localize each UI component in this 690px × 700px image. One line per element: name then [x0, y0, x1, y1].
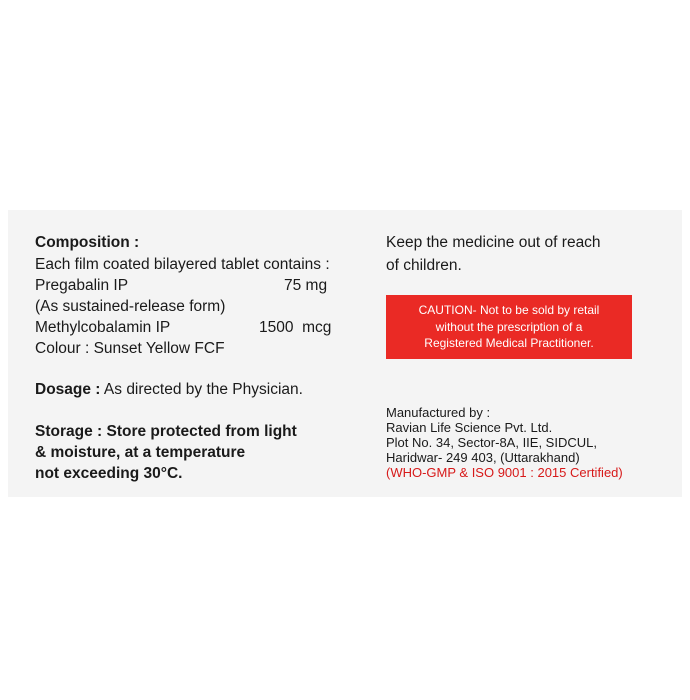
ingredient-note: (As sustained-release form): [35, 298, 226, 315]
storage-line: Storage : Store protected from light: [35, 423, 297, 440]
colour-line: Colour : Sunset Yellow FCF: [35, 340, 225, 357]
manufacturer-line: Ravian Life Science Pvt. Ltd.: [386, 420, 553, 435]
dosage-label: Dosage :: [35, 381, 101, 398]
caution-line: CAUTION- Not to be sold by retail: [418, 303, 600, 318]
ingredient-name: Pregabalin IP: [35, 277, 129, 294]
storage-line: & moisture, at a temperature: [35, 444, 246, 461]
certification-line: (WHO-GMP & ISO 9001 : 2015 Certified): [386, 465, 623, 480]
dosage-text: As directed by the Physician.: [100, 381, 303, 398]
dosage-line: [35, 380, 303, 400]
storage-line: not exceeding 30°C.: [35, 465, 183, 482]
caution-line: without the prescription of a: [435, 319, 583, 334]
manufacturer-line: Haridwar- 249 403, (Uttarakhand): [386, 450, 580, 465]
child-warning-line: Keep the medicine out of reach: [386, 234, 601, 251]
caution-box: [386, 295, 632, 359]
caution-line: Registered Medical Practitioner.: [424, 336, 594, 351]
ingredient-amount: 75 mg: [284, 277, 328, 294]
composition-intro: Each film coated bilayered tablet contains :: [35, 256, 330, 273]
ingredient-name: Methylcobalamin IP: [35, 319, 171, 336]
ingredient-amount: 1500 mcg: [259, 319, 332, 336]
manufacturer-line: Manufactured by :: [386, 405, 491, 420]
manufacturer-line: Plot No. 34, Sector-8A, IIE, SIDCUL,: [386, 435, 597, 450]
composition-heading: Composition :: [35, 234, 140, 251]
child-warning-line: of children.: [386, 257, 462, 274]
